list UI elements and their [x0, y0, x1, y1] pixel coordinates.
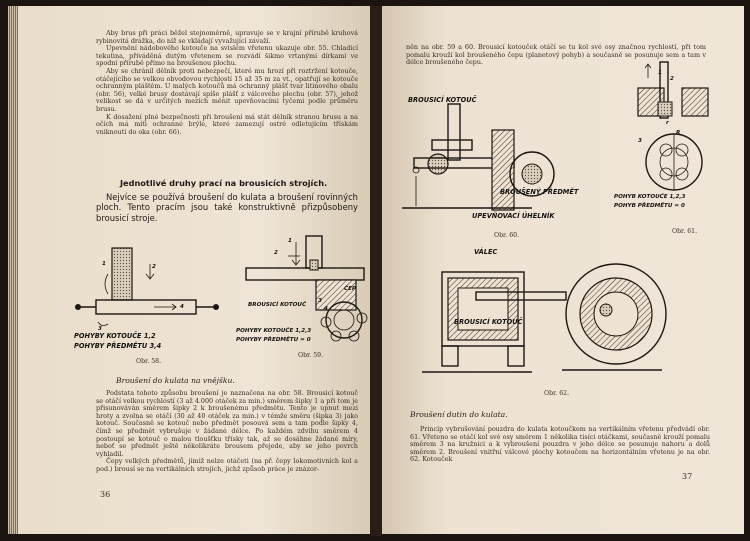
fig59-num-4: 4	[324, 306, 328, 312]
book-gutter	[370, 6, 382, 536]
fig61-caption: Obr. 61.	[672, 228, 698, 235]
body-text-block: Princip vybrušování pouzdra do kulata kotoučkem na vertikálním vřetenu předvádí obr. 61. Vřeteno se otáčí kol své osy směrem 1 několika tisíci otáčkami, současně krouží pomalu směrem 3 na kružnici a k vybroušení pouzdra v jeho délce se posunuje nahoru a dolů směrem 2. Broušení vnitřní válcové plochy kotoučem na horizontálním vřetenu je na obr. 62. Kotouček	[410, 425, 710, 464]
paragraph: Upevnění nádobového kotouče na svislém vřetenu ukazuje obr. 55. Chladicí tekutina, přiváděná dutým vřetenem se rozvádí šikmo vrtanými dírkami ve spodní přírubě přímo na broušenou plochu.	[96, 44, 358, 68]
fig58-label-object-motions: POHYBY PŘEDMĚTU 3,4	[74, 342, 162, 350]
fig62-label-wheel: BROUSICÍ KOTOUČ	[454, 318, 523, 326]
fig58-caption: Obr. 58.	[136, 358, 162, 365]
fig59-num-3: 3	[318, 298, 322, 304]
paragraph: Aby se chránil dělník proti nebezpečí, které mu hrozí při roztržení kotouče, otáčejícího se velkou obvodovou rychlostí 15 až 35 m za vt., opatřují se kotouče ochranným pláštěm. U malých kotoučů má ochranný plášť tvar litinového obalu (obr. 56), velké brusy dostávají spíše plášť z válcového plechu (obr. 57), jehož velikost se dá v určitých mezích měnit upevňovacími tyčemi podle průměru brusu.	[96, 66, 358, 113]
subheading: Broušení dutin do kulata.	[410, 410, 508, 419]
fig61-num-1: 1	[658, 70, 662, 76]
fig60-label-wheel: BROUSICÍ KOTOUČ	[408, 96, 477, 104]
figure-60-drawing	[392, 90, 542, 230]
open-book	[8, 6, 744, 536]
fig60-label-clamp: UPEVŇOVACÍ ÚHELNÍK	[472, 212, 555, 220]
page-number: 37	[682, 472, 693, 481]
fig62-caption: Obr. 62.	[544, 390, 570, 397]
fig61-R: R	[676, 130, 681, 136]
intro-paragraph: Nejvíce se používá broušení do kulata a broušení rovinných ploch. Tento pracím jsou také konstruktivně přizpůsobeny brousicí stroje.	[96, 192, 358, 223]
fig62-label-cylinder: VÁLEC	[474, 248, 498, 256]
fig58-label-wheel-motions: POHYBY KOTOUČE 1,2	[74, 332, 156, 340]
paragraph: Podstata tohoto způsobu broušení je naznačena na obr. 58. Brousicí kotouč se otáčí velkou rychlostí (3 až 4.000 otáček za min.) směrem šipky 1 a při tom je přisunováván směrem šipky 2 k broušenému předmětu. Tento je upnut mezi hroty a zvolna se otáčí (30 až 40 otáček za min.) v témže směru (šipka 3) jako kotouč. Současně se kotouč nebo předmět posouvá sem a tam podle šipky 4, čímž se předmět vybrušuje v žádané délce. Po každém zdvihu směrem 4 postoupí se kotouč o malou tloušťku třísky tak, až se dosáhne žádané míry, neboť se předmět ještě několikráte brousem přejede, aby se jeho povrch vyhladil.	[96, 389, 358, 458]
body-text-block	[96, 390, 358, 474]
fig60-label-object: BROUŠENÝ PŘEDMĚT	[500, 188, 579, 196]
fig59-label-object-motions: POHYBY PŘEDMĚTU = 0	[236, 337, 311, 343]
paragraph: K dosažení plné bezpečnosti při broušení má stát dělník stranou brusu a na očích má míti ochranné brýle, které zamezují ostré odletujícím třískám vniknouti do oka (obr. 66).	[96, 112, 358, 136]
subheading: Broušení do kulata na vnějšku.	[116, 376, 235, 385]
top-text-block: něn na obr. 59 a 60. Brousicí kotouček otáčí se tu kol své osy značnou rychlostí, při tom pomalu krouží kol broušeného čepu (planetový pohyb) a současně se posunuje sem a tam v délce broušeného čepu.	[406, 43, 706, 67]
fig59-label-wheel-motions: POHYBY KOTOUČE 1,2,3	[236, 328, 312, 334]
grinding-wheel-shape	[112, 248, 132, 300]
fig59-num-2: 2	[274, 250, 278, 256]
section-heading: Jednotlivé druhy prací na brousicích strojích.	[120, 178, 328, 188]
fig59-num-1: 1	[288, 238, 292, 244]
fig61-label-object-motion: POHYB PŘEDMĚTU = 0	[614, 203, 685, 209]
fig61-num-3: 3	[638, 138, 642, 144]
paragraph: Aby brus při práci běžel stejnoměrně, upravuje se v krajní přírubě kruhová rybinovitá drážka, do níž se vkládají vyvažující závaží.	[96, 29, 358, 45]
figure-62-drawing	[422, 252, 662, 382]
fig60-caption: Obr. 60.	[494, 232, 520, 239]
fig59-label-wheel: BROUSICÍ KOTOUČ	[248, 302, 307, 308]
top-text-block	[96, 30, 358, 136]
fig61-num-2: 2	[670, 76, 674, 82]
fig58-num-2: 2	[152, 264, 156, 270]
fig58-num-3: 3	[98, 326, 102, 332]
fig58-num-4: 4	[180, 304, 184, 310]
fig59-caption: Obr. 59.	[298, 352, 324, 359]
page-edges	[8, 6, 18, 534]
fig61-label-wheel-motion: POHYB KOTOUČE 1,2,3	[614, 194, 686, 200]
fig59-label-pin: ČEP	[344, 286, 357, 292]
paragraph: Čepy velkých předmětů, jimiž nelze otáčeti (na př. čepy lokomotivních kol a pod.) brousí se na vertikálních strojích, jichž způsob práce je znázor-	[96, 457, 358, 473]
left-page	[8, 6, 370, 534]
fig58-num-1: 1	[102, 261, 106, 267]
fig61-r: r	[666, 120, 669, 126]
right-page	[382, 6, 744, 534]
page-number: 36	[100, 490, 111, 499]
